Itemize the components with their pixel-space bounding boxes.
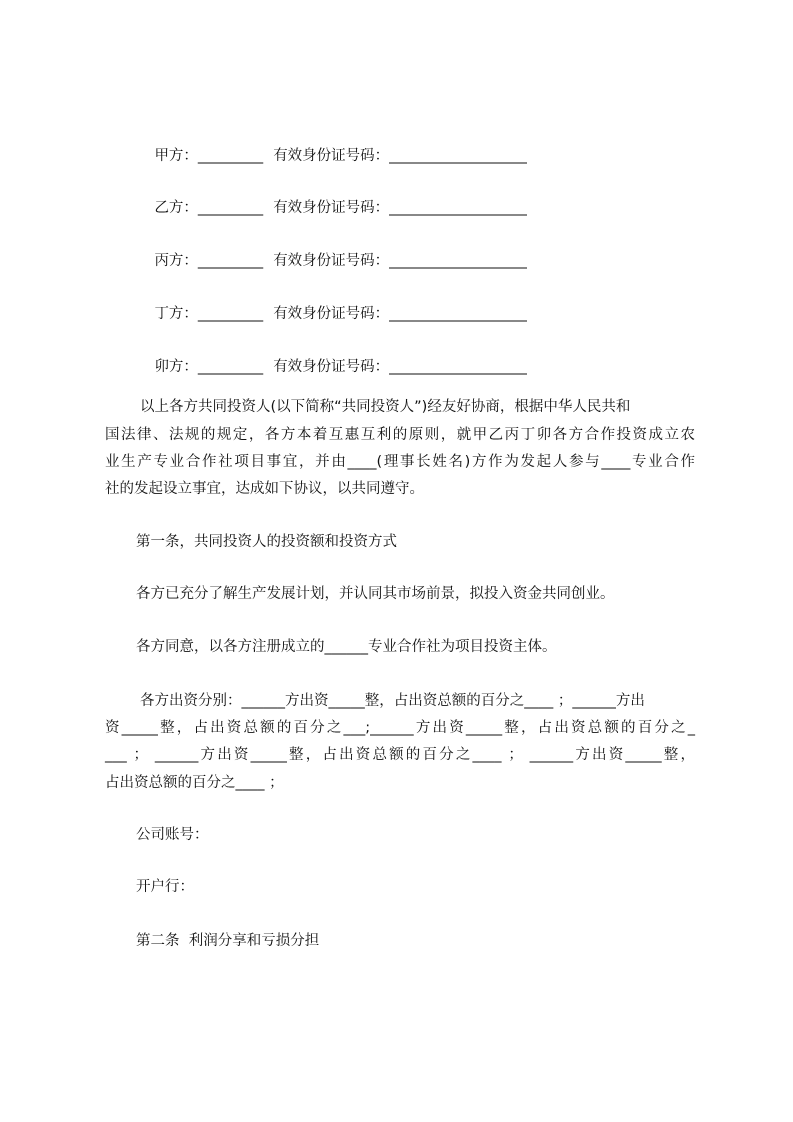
party-id-label: 有效身份证号码：___________________ [273, 305, 527, 322]
intro-line-1: 以上各方共同投资人(以下简称“共同投资人”)经友好协商，根据中华人民共和 [140, 399, 631, 415]
article1-title: 第一条，共同投资人的投资额和投资方式 [136, 534, 397, 550]
party-label: 乙方：_________ [154, 199, 264, 216]
party-id-label: 有效身份证号码：___________________ [273, 199, 527, 216]
article1-para2: 各方同意，以各方注册成立的______专业合作社为项目投资主体。 [136, 639, 557, 655]
party-label: 丙方：_________ [154, 252, 264, 269]
contrib-line-3: ___ ； ______方出资_____整，占出资总额的百分之____ ； ______方出资_____整， [105, 747, 695, 763]
article2-title: 第二条 利润分享和亏损分担 [136, 933, 320, 949]
party-line-bing [136, 239, 527, 283]
intro-line-2: 国法律、法规的规定，各方本着互惠互利的原则，就甲乙丙丁卯各方合作投资成立农 [105, 427, 695, 443]
party-line-ding [136, 292, 527, 336]
party-label: 卯方：_________ [154, 358, 264, 375]
bank-label: 开户行： [136, 879, 194, 895]
intro-line-3: 业生产专业合作社项目事宜，并由____(理事长姓名)方作为发起人参与____专业合作 [105, 454, 695, 470]
article1-para1: 各方已充分了解生产发展计划，并认同其市场前景，拟投入资金共同创业。 [136, 586, 615, 602]
contrib-line-4: 占出资总额的百分之____ ； [105, 775, 284, 791]
party-line-mao [136, 345, 527, 389]
party-label: 丁方：_________ [154, 305, 264, 322]
party-id-label: 有效身份证号码：___________________ [273, 147, 527, 164]
party-line-yi [136, 186, 527, 230]
party-id-label: 有效身份证号码：___________________ [273, 252, 527, 269]
intro-line-4: 社的发起设立事宜，达成如下协议，以共同遵守。 [105, 481, 424, 497]
contrib-line-2: 资_____整，占出资总额的百分之___;______方出资_____整，占出资总额的百分之_ [105, 720, 695, 736]
party-label: 甲方：_________ [154, 147, 264, 164]
party-id-label: 有效身份证号码：___________________ [273, 358, 527, 375]
contrib-line-1: 各方出资分别：______方出资_____整，占出资总额的百分之____ ；______方出 [140, 693, 645, 709]
party-line-jia [136, 134, 527, 178]
company-account-label: 公司账号： [136, 827, 209, 843]
